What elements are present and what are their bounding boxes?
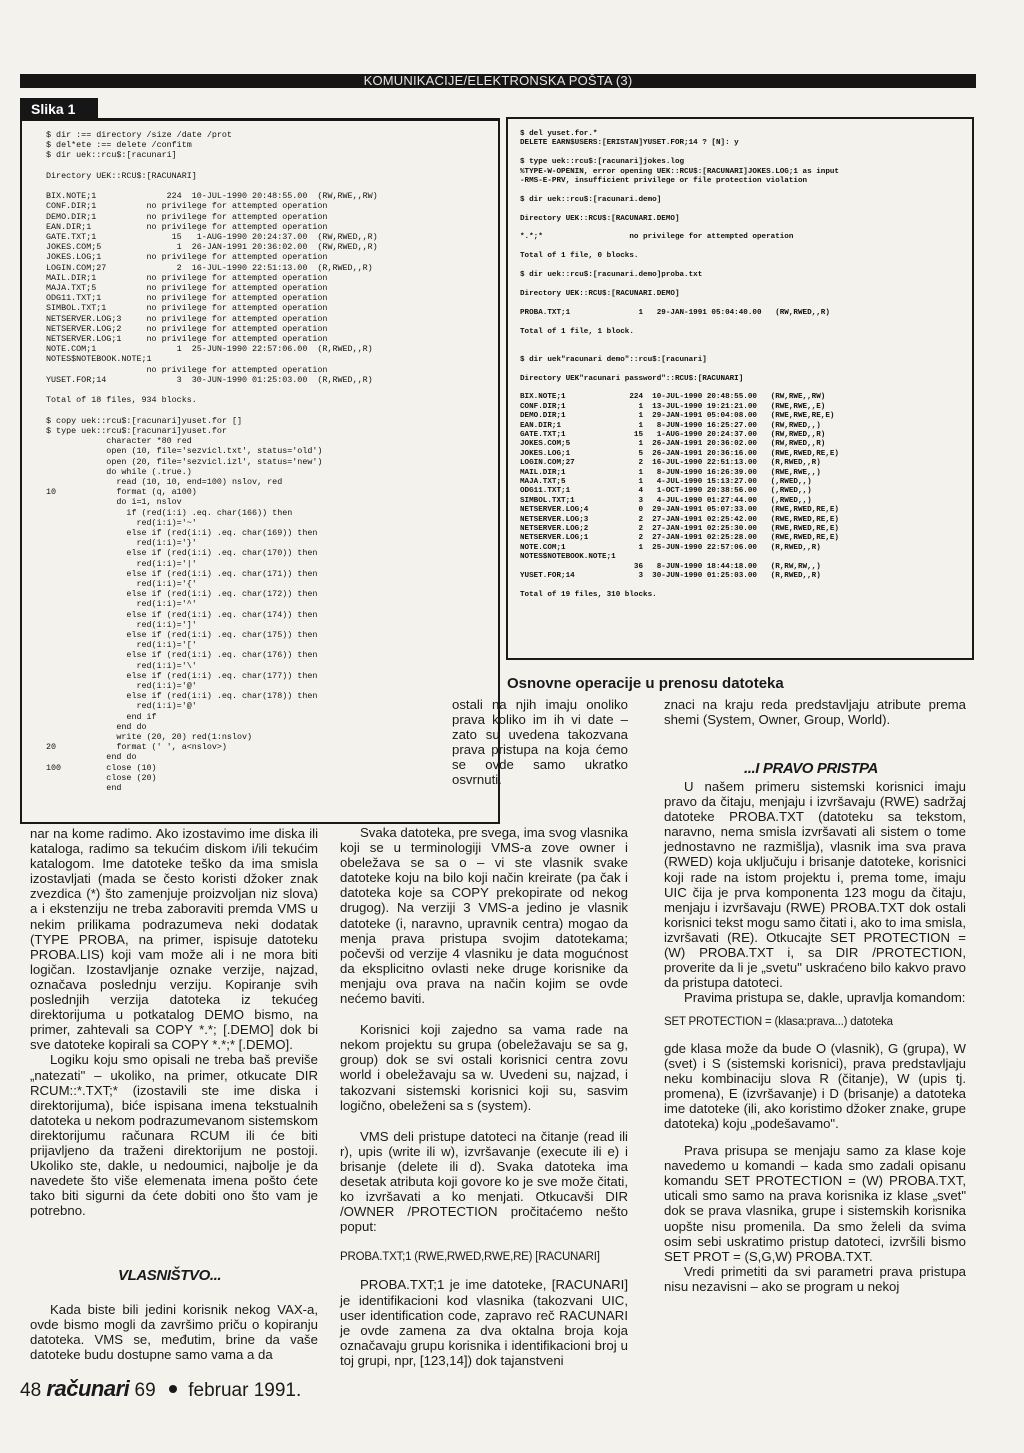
paragraph: gde klasa može da bude O (vlasnik), G (grupa), W (svet) i S (sistemski korisnici), prava predstavljaju neku kombinaciju slova R (čitanje), W (upis tj. promena), E (izvršavanje) i D (brisanje) a datoteka ime datoteke (ili, ako koristimo džoker znake, grupe datoteka) koju „podešavamo". bbox=[664, 1040, 966, 1131]
paragraph: Svaka datoteka, pre svega, ima svog vlasnika koji se u terminologiji VMS-a zove owner i obeležava se sa o – vi ste vlasnik svake datoteke koju na bilo koji način kreirate (pa čak i datoteka koje sa COPY prekopirate od nekog drugog). Na verziji 3 VMS-a jedino je vlasnik datoteke (i, naravno, upravnik centra) mogao da menja prava pristupa svojim datotekama; počevši od verzije 4 vlasniku je data mogućnost da eksplicitno ovlasti neke druge korisnike da menjaju ova prava na način kojim se ovde nećemo baviti. bbox=[340, 825, 628, 1007]
article-column-3-top bbox=[664, 697, 966, 727]
paragraph: Prava prisupa se menjaju samo za klase koje navedemo u komandi – kada smo zadali opisanu komandu SET PROTECTION = (W) PROBA.TXT, uticali smo samo na prava korisnika iz klase „svet" dok se prava vlasnika, grupe i sistemskih korisnika uopšte nisu promenila. Da smo želeli da svima osim sebi uskratimo pristup datoteci, izvršili bismo SET PROT = (S,G,W) PROBA.TXT. bbox=[664, 1143, 966, 1264]
paragraph: znaci na kraju reda predstavljaju atribute prema shemi (System, Owner, Group, World). bbox=[664, 697, 966, 728]
article-column-2 bbox=[340, 825, 628, 1368]
code-listing-right: $ del yuset.for.* DELETE EARN$USERS:[ERISTAN]YUSET.FOR;14 ? [N]: y $ type uek::rcu$:[racunari]jokes.log %TYPE-W-OPENIN, error opening UEK::RCU$:[RACUNARI]JOKES.LOG;1 as input -RMS-E-PRV, insufficient privilege or file protection violation $ dir uek::rcu$:[racunari.demo] Directory UEK::RCU$:[RACUNARI.DEMO] *.*;* no privilege for attempted operation Total of 1 file, 0 blocks. $ dir uek::rcu$:[racunari.demo]proba.txt Directory UEK::RCU$:[RACUNARI.DEMO] PROBA.TXT;1 1 29-JAN-1991 05:04:40.00 (RW,RWED,,R) Total of 1 file, 1 block. $ dir uek"racunari demo"::rcu$:[racunari] Directory UEK"racunari password"::RCU$:[RACUNARI] BIX.NOTE;1 224 10-JUL-1990 20:48:55.00 (RW,RWE,,RW) CONF.DIR;1 1 13-JUL-1990 19:21:21.00 (RWE,RWE,,E) DEMO.DIR;1 1 29-JAN-1991 05:04:08.00 (RWE,RWE,RE,E) EAN.DIR;1 1 8-JUN-1990 16:25:27.00 (RW,RWED,,) GATE.TXT;1 15 1-AUG-1990 20:24:37.00 (RW,RWED,,R) JOKES.COM;5 1 26-JAN-1991 20:36:02.00 (RW,RWED,,R) JOKES.LOG;1 5 26-JAN-1991 20:36:16.00 (RWE,RWED,RE,E) LOGIN.COM;27 2 16-JUL-1990 22:51:13.00 (R,RWED,,R) MAIL.DIR;1 1 8-JUN-1990 16:26:39.00 (RWE,RWE,,) MAJA.TXT;5 1 4-JUL-1990 15:13:27.00 (,RWED,,) ODG11.TXT;1 4 1-OCT-1990 20:38:56.00 (,RWED,,) SIMBOL.TXT;1 3 4-JUL-1990 01:27:44.00 (,RWED,,) NETSERVER.LOG;4 0 29-JAN-1991 05:07:33.00 (RWE,RWED,RE,E) NETSERVER.LOG;3 2 27-JAN-1991 02:25:42.00 (RWE,RWED,RE,E) NETSERVER.LOG;2 2 27-JAN-1991 02:25:30.00 (RWE,RWED,RE,E) NETSERVER.LOG;1 2 27-JAN-1991 02:25:28.00 (RWE,RWED,RE,E) NOTE.COM;1 1 25-JUN-1990 22:57:06.00 (R,RWED,,R) NOTES$NOTEBOOK.NOTE;1 36 8-JUN-1990 18:44:18.00 (R,RW,RW,,) YUSET.FOR;14 3 30-JUN-1990 01:25:03.00 (R,RWED,,R) Total of 19 files, 310 blocks. bbox=[520, 130, 839, 599]
section-bar: KOMUNIKACIJE/ELEKTRONSKA POŠTA (3) bbox=[20, 74, 976, 88]
figure-label: Slika 1 bbox=[20, 98, 98, 120]
paragraph: ostali na njih imaju onoliko prava koliko im ih vi date – zato su uvedena takozvana prava pristupa na koja ćemo se ovde samo ukratko osvrnuti. bbox=[452, 697, 628, 788]
paragraph: VMS deli pristupe datoteci na čitanje (read ili r), upis (write ili w), izvršavanje (execute ili e) i brisanje (delete ili d). Svaka datoteka ima desetak atributa koji govore ko je sve može čitati, ko izvršavati a ko menjati. Otkucavši DIR /OWNER /PROTECTION pročitaćemo nešto poput: bbox=[340, 1128, 628, 1235]
page-footer bbox=[20, 1376, 301, 1406]
issue-number: 69 bbox=[134, 1380, 156, 1401]
page-number: 48 bbox=[20, 1380, 42, 1401]
paragraph: Korisnici koji zajedno sa vama rade na nekom projektu su grupa (obeležavaju se sa g, group) dok se svi ostali korisnici centra zovu world i obeležavaju sa w. Uvedeni su, najzad, i takozvani sistemski korisnici koji su, sasvim logično, obeleženi sa s (system). bbox=[340, 1022, 628, 1113]
code-listing-left: $ dir :== directory /size /date /prot $ del*ete :== delete /confitm $ dir uek::rcu$:[racunari] Directory UEK::RCU$:[RACUNARI] BIX.NOTE;1 224 10-JUL-1990 20:48:55.00 (RW,RWE,,RW) CONF.DIR;1 no privilege for attempted operation DEMO.DIR;1 no privilege for attempted operation EAN.DIR;1 no privilege for attempted operation GATE.TXT;1 15 1-AUG-1990 20:24:37.00 (RW,RWED,,R) JOKES.COM;5 1 26-JAN-1991 20:36:02.00 (RW,RWED,,R) JOKES.LOG;1 no privilege for attempted operation LOGIN.COM;27 2 16-JUL-1990 22:51:13.00 (R,RWED,,R) MAIL.DIR;1 no privilege for attempted operation MAJA.TXT;5 no privilege for attempted operation ODG11.TXT;1 no privilege for attempted operation SIMBOL.TXT;1 no privilege for attempted operation NETSERVER.LOG;3 no privilege for attempted operation NETSERVER.LOG;2 no privilege for attempted operation NETSERVER.LOG;1 no privilege for attempted operation NOTE.COM;1 1 25-JUN-1990 22:57:06.00 (R,RWED,,R) NOTES$NOTEBOOK.NOTE;1 no privilege for attempted operation YUSET.FOR;14 3 30-JUN-1990 01:25:03.00 (R,RWED,,R) Total of 18 files, 934 blocks. $ copy uek::rcu$:[racunari]yuset.for [] $ type uek::rcu$:[racunari]yuset.for character *80 red open (10, file='sezvicl.txt', status='old') open (20, file='sezvicl.izl', status='new') do while (.true.) read (10, 10, end=100) nslov, red 10 format (q, a100) do i=1, nslov if (red(i:i) .eq. char(166)) then red(i:i)='~' else if (red(i:i) .eq. char(169)) then red(i:i)='}' else if (red(i:i) .eq. char(170)) then red(i:i)='|' else if (red(i:i) .eq. char(171)) then red(i:i)='{' else if (red(i:i) .eq. char(172)) then red(i:i)='^' else if (red(i:i) .eq. char(174)) then red(i:i)=']' else if (red(i:i) .eq. char(175)) then red(i:i)='[' else if (red(i:i) .eq. char(176)) then red(i:i)='\' else if (red(i:i) .eq. char(177)) then red(i:i)='@' else if (red(i:i) .eq. char(178)) then red(i:i)='@' end if end do write (20, 20) red(1:nslov) 20 format (' ', a<nslov>) end do 100 close (10) close (20) end bbox=[46, 130, 378, 793]
paragraph: Kada biste bili jedini korisnik nekog VAX-a, ovde bismo mogli da završimo priču o kopiranju datoteka. VMS se, međutim, brine da vaše datoteke budu dostupne samo vama a da bbox=[30, 1302, 318, 1363]
article-column-3 bbox=[664, 779, 966, 1294]
paragraph: nar na kome radimo. Ako izostavimo ime diska ili kataloga, radimo sa tekućim diskom i/ili tekućim katalogom. Ime datoteke teško da ima smisla izostavljati (mada se često koristi džoker znak zvezdica (*) što zamenjuje proizvoljan niz slova) a i ekstenziju ne treba zaboraviti premda VMS u nekim prilikama podrazumeva neki dodatak (TYPE PROBA, na primer, ispisuje datoteku PROBA.LIS) koji vam može ali i ne mora biti logičan. Izostavljanje oznake verzije, najzad, označava poslednju verziju. Kopiranje svih poslednjih verzija datoteka iz tekućeg direktorijuma u potkatalog DEMO bismo, na primer, zahtevali sa COPY *.*; [.DEMO] dok bi sve datoteke kopirali sa COPY *.*;* [.DEMO]. bbox=[30, 826, 318, 1053]
bullet-icon bbox=[169, 1385, 177, 1393]
article-column-2-top bbox=[452, 697, 628, 788]
command-example: SET PROTECTION = (klasa:prava...) datoteka bbox=[664, 1016, 893, 1029]
paragraph: Pravima pristupa se, dakle, upravlja komandom: bbox=[684, 990, 966, 1006]
paragraph: Logiku koju smo opisali ne treba baš previše „natezati" – ukoliko, na primer, otkucate DIR RCUM::*.TXT;* (izostavili ste ime diska i direktorijuma), biće ispisana imena tekstualnih datoteka u nekom podrazumevanom sistemskom direktorijumu računara RCUM ili će biti prijavljeno da traženi direktorijum ne postoji. Ukoliko ste, dakle, u nedoumici, najbolje je da navedete što više elemenata imena pošto ćete tako biti sigurni da ćete dobiti ono što vam je potrebno. bbox=[30, 1052, 318, 1219]
paragraph: PROBA.TXT;1 je ime datoteke, [RACUNARI] je identifikacioni kod vlasnika (takozvani UIC, user identification code, zapravo reč RACUNARI je ovde zamena za dva oktalna broja koja označavaju grupu korisnika i identifikacioni broj u toj grupi, npr, [123,14]) dok tajanstveni bbox=[340, 1277, 628, 1368]
section-heading-pravo: ...I PRAVO PRISTPA bbox=[744, 760, 878, 777]
article-column-1 bbox=[30, 826, 318, 1218]
paragraph: Vredi primetiti da svi parametri prava pristupa nisu nezavisni – ako se program u nekoj bbox=[664, 1263, 966, 1294]
paragraph: U našem primeru sistemski korisnici imaju pravo da čitaju, menjaju i izvršavaju (RWE) sadržaj datoteke PROBA.TXT (datoteku sa tekstom, naravno, nema smisla izvršavati ali sistem o tome jednostavno ne razmišlja), vlasnik ima sva prava (RWED) koja uključuju i brisanje datoteke, korisnici koji rade na istom projektu i, prema tome, imaju UIC čija je prva komponenta 123 mogu da čitaju, menjaju i izvršavaju (RWE) PROBA.TXT dok ostali korisnici tekst mogu samo čitati i, ako to ima smisla, izvršavati (RE). Otkucajte SET PROTECTION = (W) PROBA.TXT i, sa DIR /PROTECTION, proverite da li je „svetu" uskraćeno bilo kakvo pravo da pristupa datoteci. bbox=[664, 779, 966, 991]
figure-caption: Osnovne operacije u prenosu datoteka bbox=[507, 675, 784, 692]
issue-date: februar 1991. bbox=[188, 1380, 302, 1401]
magazine-logo: računari bbox=[46, 1376, 130, 1401]
article-column-1-end bbox=[30, 1302, 318, 1362]
command-example: PROBA.TXT;1 (RWE,RWED,RWE,RE) [RACUNARI] bbox=[340, 1251, 600, 1264]
figure-label-rule bbox=[20, 118, 500, 121]
section-heading-vlasnistvo: VLASNIŠTVO... bbox=[118, 1267, 222, 1284]
